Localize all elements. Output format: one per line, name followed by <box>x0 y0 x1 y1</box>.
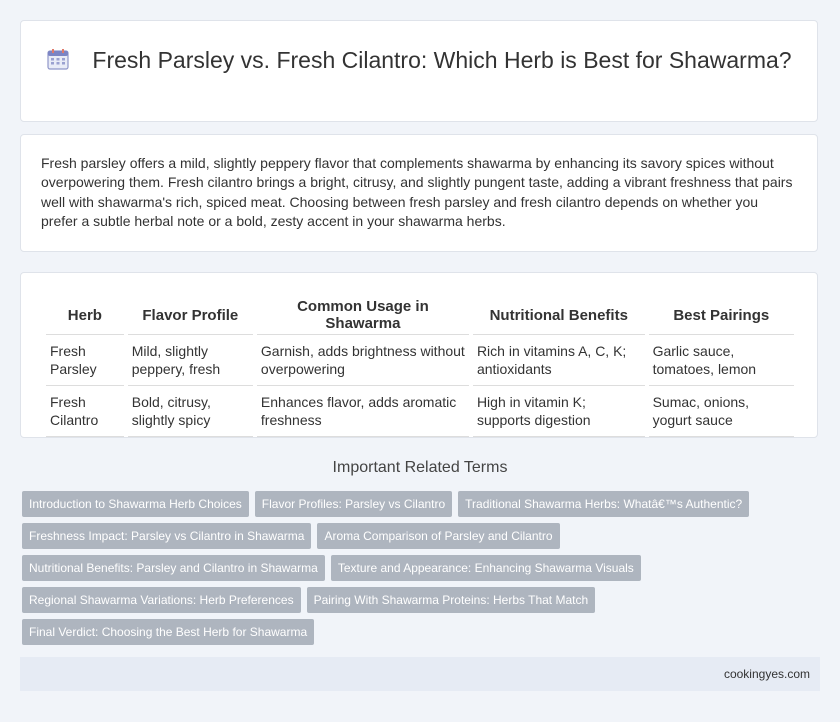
term-tag[interactable]: Final Verdict: Choosing the Best Herb for Shawarma <box>22 619 314 645</box>
related-terms-list <box>22 491 802 651</box>
column-header: Best Pairings <box>649 295 794 335</box>
column-header: Herb <box>46 295 124 335</box>
calendar-icon <box>46 47 70 71</box>
intro-card <box>20 134 818 252</box>
table-cell: Garlic sauce, tomatoes, lemon <box>649 335 794 386</box>
table-row <box>46 335 794 386</box>
intro-paragraph: Fresh parsley offers a mild, slightly peppery flavor that complements shawarma by enhancing its savory spices without overpowering them. Fresh cilantro brings a bright, citrusy, and slightly pungent taste, adding a vibrant freshness that pairs well with shawarma's rich, spiced meat. Choosing between fresh parsley and fresh cilantro depends on whether you prefer a subtle herbal note or a bold, zesty accent in your shawarma herbs. <box>41 155 793 229</box>
table-cell: High in vitamin K; supports digestion <box>473 386 645 437</box>
table-cell: Bold, citrusy, slightly spicy <box>128 386 253 437</box>
table-header-row <box>46 295 794 335</box>
term-tag[interactable]: Aroma Comparison of Parsley and Cilantro <box>317 523 559 549</box>
table-cell: Mild, slightly peppery, fresh <box>128 335 253 386</box>
term-tag[interactable]: Introduction to Shawarma Herb Choices <box>22 491 249 517</box>
term-tag[interactable]: Regional Shawarma Variations: Herb Preferences <box>22 587 301 613</box>
term-row <box>22 587 802 613</box>
table-row <box>46 386 794 437</box>
term-tag[interactable]: Pairing With Shawarma Proteins: Herbs That Match <box>307 587 596 613</box>
term-row <box>22 619 802 645</box>
table-cell: Garnish, adds brightness without overpowering <box>257 335 469 386</box>
title-card <box>20 20 818 122</box>
term-row <box>22 523 802 549</box>
comparison-table-card <box>20 272 818 438</box>
term-row <box>22 491 802 517</box>
term-tag[interactable]: Flavor Profiles: Parsley vs Cilantro <box>255 491 452 517</box>
table-cell: Fresh Cilantro <box>46 386 124 437</box>
page-title: Fresh Parsley vs. Fresh Cilantro: Which Herb is Best for Shawarma? <box>92 47 792 73</box>
page-title-wrap <box>21 45 817 75</box>
comparison-table <box>42 295 798 437</box>
term-row <box>22 555 802 581</box>
table-cell: Enhances flavor, adds aromatic freshness <box>257 386 469 437</box>
table-cell: Sumac, onions, yogurt sauce <box>649 386 794 437</box>
column-header: Common Usage in Shawarma <box>257 295 469 335</box>
column-header: Nutritional Benefits <box>473 295 645 335</box>
table-cell: Rich in vitamins A, C, K; antioxidants <box>473 335 645 386</box>
term-tag[interactable]: Traditional Shawarma Herbs: Whatâ€™s Authentic? <box>458 491 749 517</box>
table-cell: Fresh Parsley <box>46 335 124 386</box>
column-header: Flavor Profile <box>128 295 253 335</box>
term-tag[interactable]: Nutritional Benefits: Parsley and Cilantro in Shawarma <box>22 555 325 581</box>
footer <box>20 657 820 691</box>
related-terms-heading: Important Related Terms <box>332 459 508 476</box>
term-tag[interactable]: Freshness Impact: Parsley vs Cilantro in Shawarma <box>22 523 311 549</box>
term-tag[interactable]: Texture and Appearance: Enhancing Shawarma Visuals <box>331 555 641 581</box>
site-name[interactable]: cookingyes.com <box>723 667 810 681</box>
